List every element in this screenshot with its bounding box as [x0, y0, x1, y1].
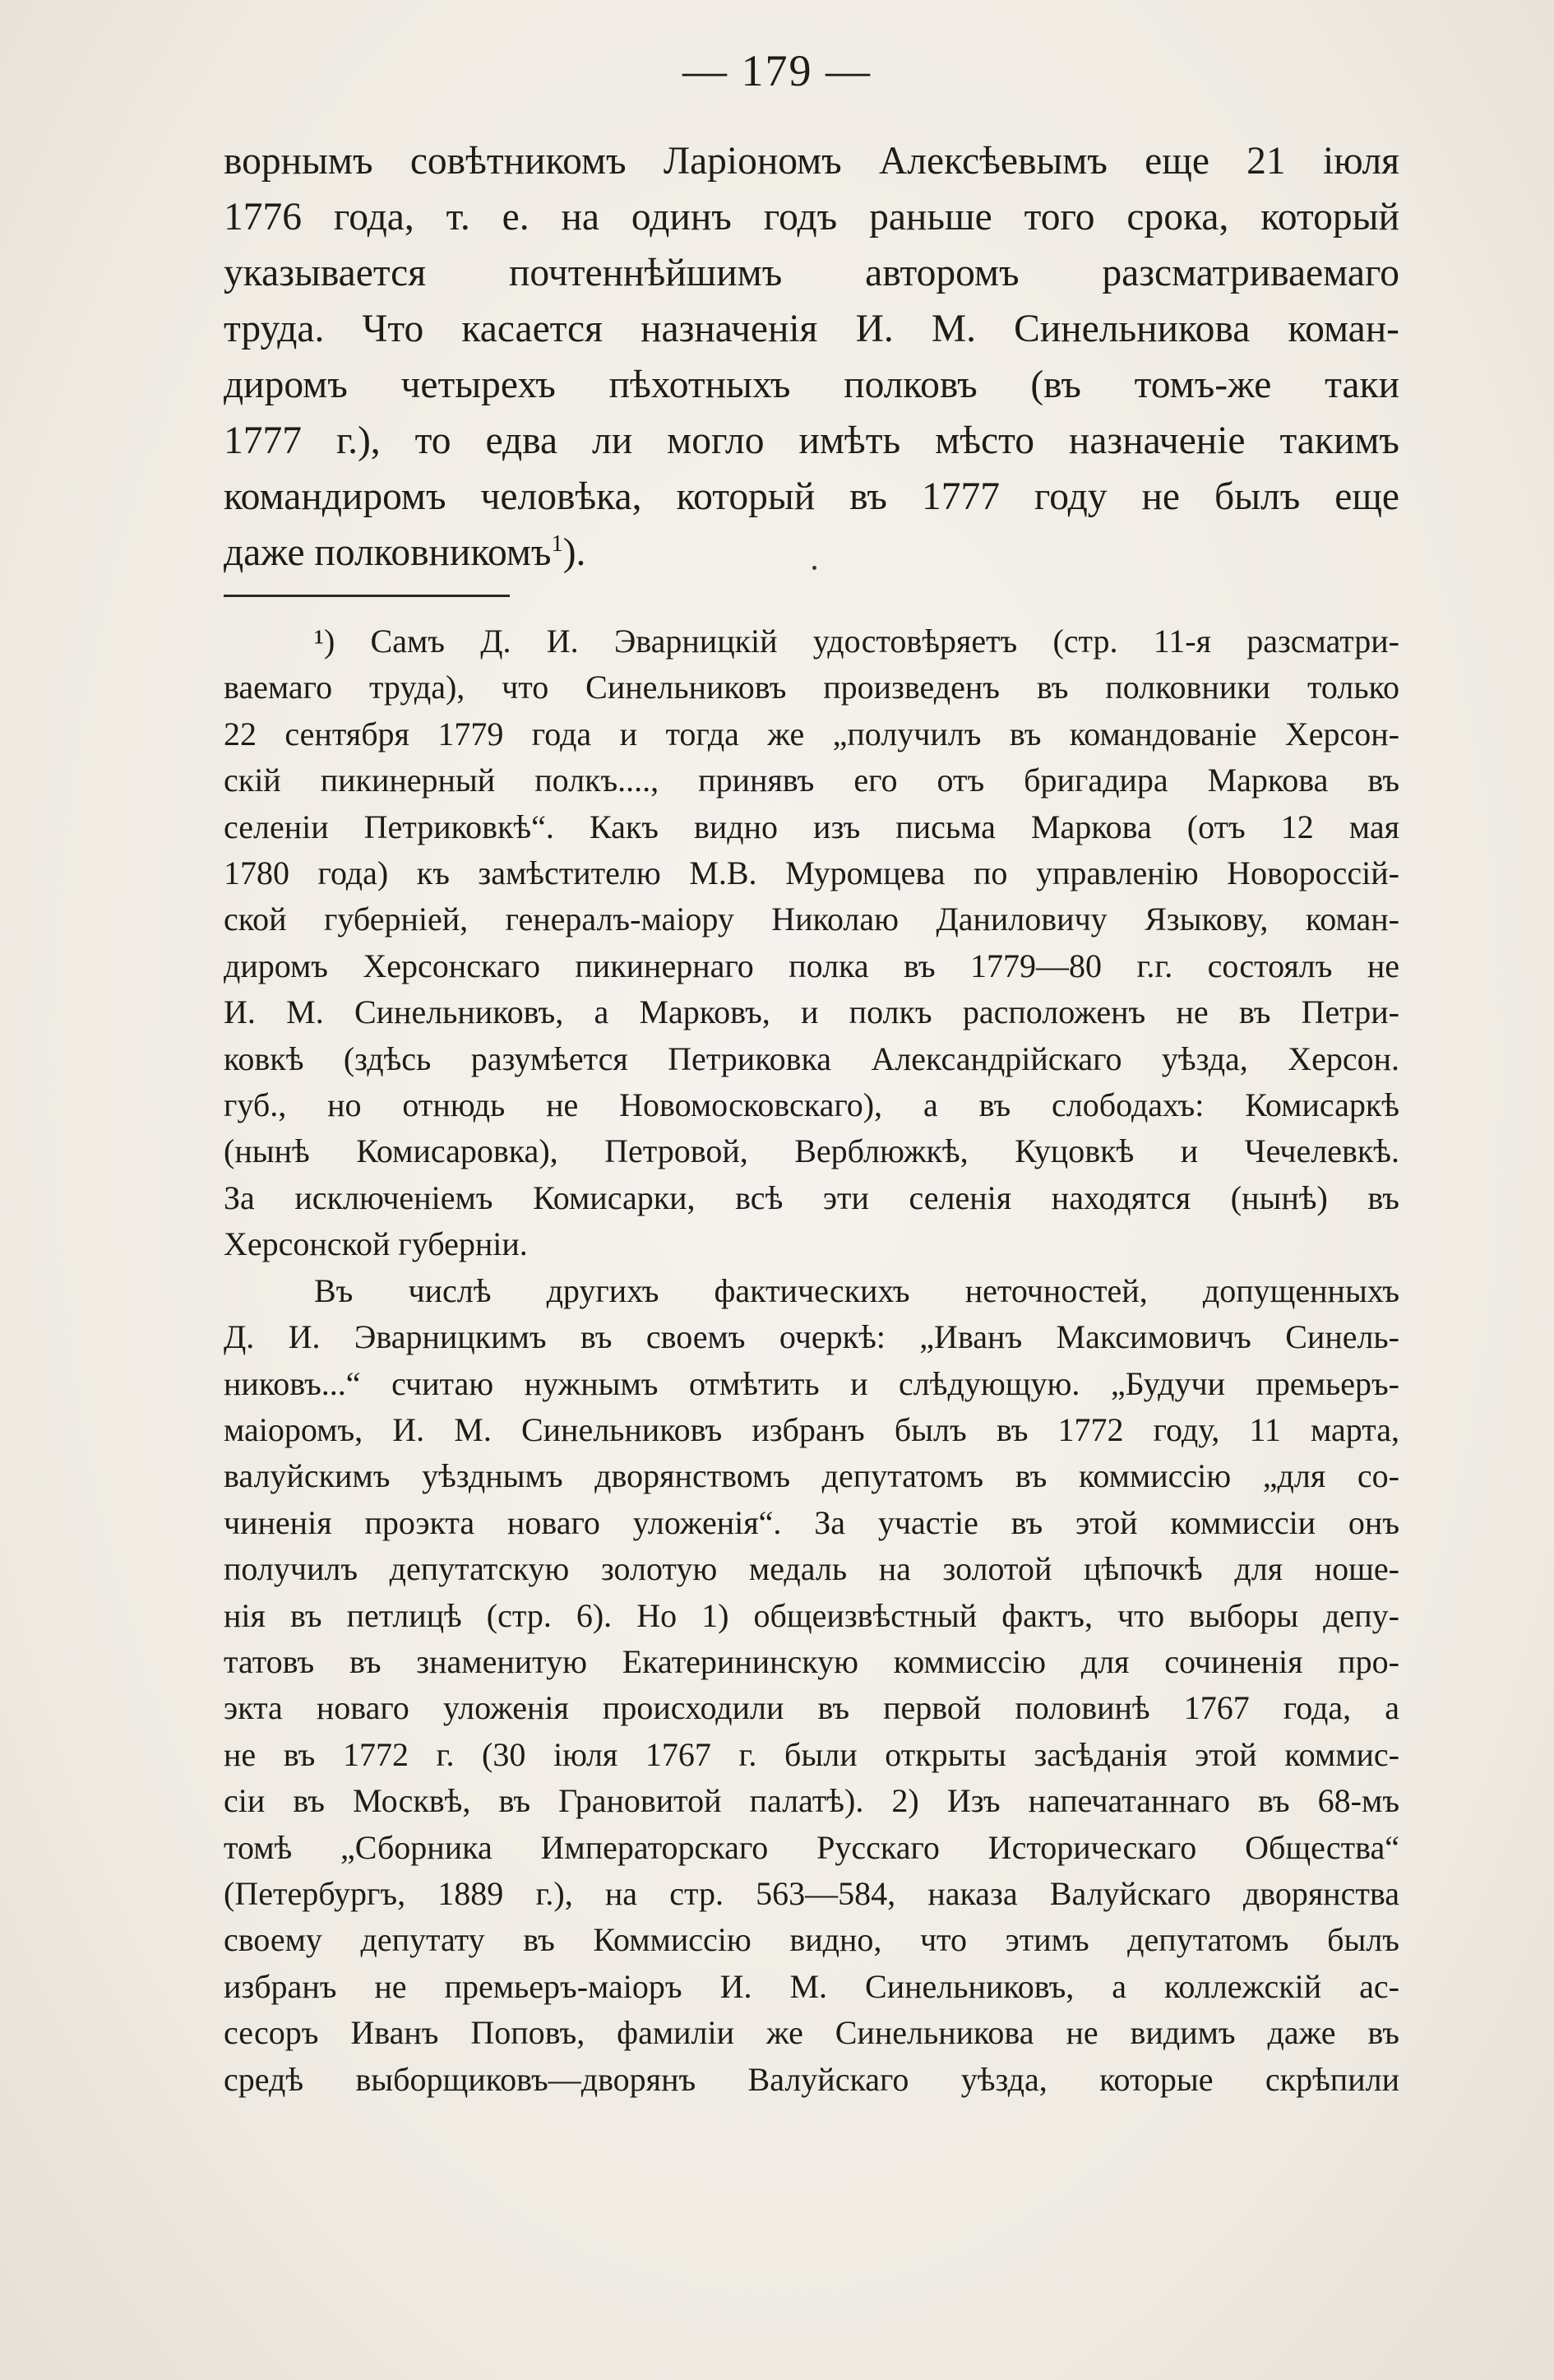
footnote-line: 1780 года) къ замѣстителю М.В. Муромцева по управленію Новороссій- — [224, 854, 1399, 892]
footnote-line: ¹) Самъ Д. И. Эварницкій удостовѣряетъ (стр. 11-я разсматри- — [314, 623, 1399, 660]
text-line: 1776 года, т. е. на одинъ годъ раньше того срока, который — [224, 196, 1399, 238]
paragraph-line: маіоромъ, И. М. Синельниковъ избранъ былъ въ 1772 году, 11 марта, — [224, 1410, 1399, 1448]
text-line-last — [224, 525, 1399, 581]
paragraph-line: валуйскимъ уѣзднымъ дворянствомъ депутатомъ въ коммиссію „для со- — [224, 1457, 1399, 1495]
paragraph-line: нія въ петлицѣ (стр. 6). Но 1) общеизвѣстный фактъ, что выборы депу- — [224, 1596, 1399, 1634]
paragraph-line: томѣ „Сборника Императорскаго Русскаго Историческаго Общества“ — [224, 1828, 1399, 1866]
paragraph-line: избранъ не премьеръ-маіоръ И. М. Синельниковъ, а коллежскій ас- — [224, 1967, 1399, 2005]
footnote-line: селеніи Петриковкѣ“. Какъ видно изъ письма Маркова (отъ 12 мая — [224, 808, 1399, 845]
footnote-line: ваемаго труда), что Синельниковъ произведенъ въ полковники только — [224, 669, 1399, 706]
paragraph-line: татовъ въ знаменитую Екатерининскую коммиссію для сочиненія про- — [224, 1642, 1399, 1680]
footnote-line: За исключеніемъ Комисарки, всѣ эти селенія находятся (нынѣ) въ — [224, 1178, 1399, 1216]
footnote-line: диромъ Херсонскаго пикинернаго полка въ 1779—80 г.г. состоялъ не — [224, 947, 1399, 984]
text-line: указывается почтеннѣйшимъ авторомъ разсматриваемаго — [224, 252, 1399, 294]
footnote-line: (нынѣ Комисаровка), Петровой, Верблюжкѣ, Куцовкѣ и Чечелевкѣ. — [224, 1132, 1399, 1170]
text-line: командиромъ человѣка, который въ 1777 году не былъ еще — [224, 475, 1399, 518]
paragraph-line: Д. И. Эварницкимъ въ своемъ очеркѣ: „Иванъ Максимовичъ Синель- — [224, 1318, 1399, 1356]
text-line-last-end: ). — [562, 531, 586, 574]
text-line: диромъ четырехъ пѣхотныхъ полковъ (въ томъ-же таки — [224, 363, 1399, 406]
footnote-line: скій пикинерный полкъ...., принявъ его отъ бригадира Маркова въ — [224, 762, 1399, 799]
page-number: — 179 — — [682, 46, 872, 95]
footnote-line: 22 сентября 1779 года и тогда же „получилъ въ командованіе Херсон- — [224, 715, 1399, 752]
paragraph-line: своему депутату въ Коммиссію видно, что этимъ депутатомъ былъ — [224, 1921, 1399, 1959]
paragraph-line: средѣ выборщиковъ—дворянъ Валуйскаго уѣзда, которые скрѣпили — [224, 2060, 1399, 2098]
main-paragraph — [224, 133, 1399, 581]
footnote-line: губ., но отнюдь не Новомосковскаго), а въ слободахъ: Комисаркѣ — [224, 1086, 1399, 1124]
paragraph-line: никовъ...“ считаю нужнымъ отмѣтить и слѣдующую. „Будучи премьеръ- — [224, 1364, 1399, 1402]
ink-speck — [812, 566, 816, 570]
paragraph-line: сіи въ Москвѣ, въ Грановитой палатѣ). 2) Изъ напечатаннаго въ 68-мъ — [224, 1782, 1399, 1820]
footnote-separator — [224, 595, 510, 597]
text-line: труда. Что касается назначенія И. М. Синельникова коман- — [224, 308, 1399, 350]
text-line: 1777 г.), то едва ли могло имѣть мѣсто назначеніе такимъ — [224, 419, 1399, 462]
footnote-reference: 1 — [551, 531, 563, 558]
paragraph-line: (Петербургъ, 1889 г.), на стр. 563—584, наказа Валуйскаго дворянства — [224, 1874, 1399, 1912]
footnote-line: И. М. Синельниковъ, а Марковъ, и полкъ расположенъ не въ Петри- — [224, 993, 1399, 1031]
paragraph-line: экта новаго уложенія происходили въ первой половинѣ 1767 года, а — [224, 1689, 1399, 1727]
paragraph-line: чиненія проэкта новаго уложенія“. За участіе въ этой коммиссіи онъ — [224, 1503, 1399, 1541]
footnote-line: ковкѣ (здѣсь разумѣется Петриковка Александрійскаго уѣзда, Херсон. — [224, 1040, 1399, 1077]
paragraph-line: Въ числѣ другихъ фактическихъ неточностей, допущенныхъ — [314, 1271, 1399, 1309]
footnote-line-last: Херсонской губерніи. — [224, 1225, 528, 1263]
text-line: ворнымъ совѣтникомъ Ларіономъ Алексѣевымъ еще 21 іюля — [224, 140, 1399, 183]
paragraph-line: сесоръ Иванъ Поповъ, фамиліи же Синельникова не видимъ даже въ — [224, 2014, 1399, 2052]
paragraph-line: не въ 1772 г. (30 іюля 1767 г. были открыты засѣданія этой коммис- — [224, 1735, 1399, 1773]
paragraph-line: получилъ депутатскую золотую медаль на золотой цѣпочкѣ для ноше- — [224, 1550, 1399, 1588]
footnote-line: ской губерніей, генералъ-маіору Николаю Даниловичу Языкову, коман- — [224, 901, 1399, 938]
text-line-last-body: даже полковникомъ — [224, 531, 552, 574]
footnote-block — [224, 618, 1399, 2103]
